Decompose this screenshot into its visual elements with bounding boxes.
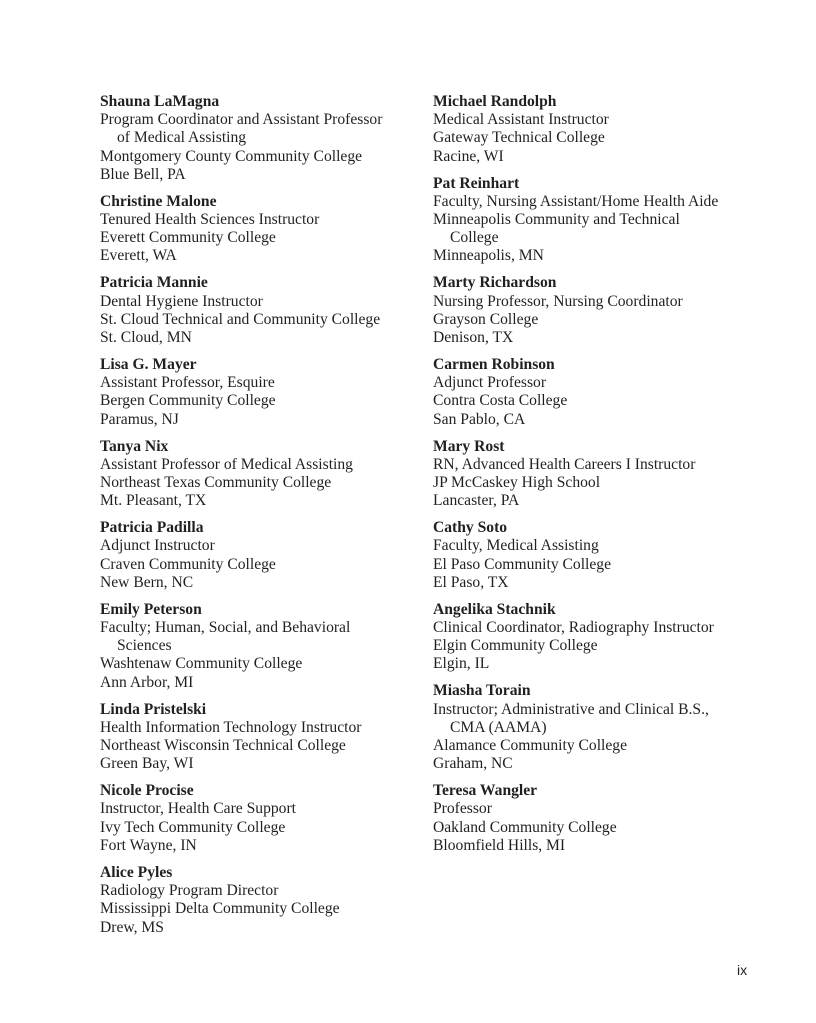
contributor-title: Assistant Professor of Medical Assisting (100, 455, 353, 473)
contributor-location: Blue Bell, PA (100, 165, 186, 183)
contributor-institution: Oakland Community College (433, 818, 617, 836)
contributor-institution: Contra Costa College (433, 392, 568, 410)
contributor-institution: Mississippi Delta Community College (100, 900, 340, 918)
contributor-title: Faculty; Human, Social, and Behavioral (100, 619, 351, 637)
contributor-name: Emily Peterson (100, 600, 202, 618)
contributor-institution: Minneapolis Community and Technical (433, 211, 680, 229)
contributor-name: Patricia Padilla (100, 519, 204, 537)
contributor-title: Faculty, Medical Assisting (433, 537, 599, 555)
contributor-location: El Paso, TX (433, 573, 509, 591)
contributor-location: New Bern, NC (100, 573, 194, 591)
contributor-institution: Washtenaw Community College (100, 655, 303, 673)
contributor-entry (433, 175, 763, 266)
contributor-entry (433, 601, 763, 674)
contributor-name: Shauna LaMagna (100, 93, 220, 110)
contributor-title: Assistant Professor, Esquire (100, 374, 275, 392)
contributor-entry (100, 356, 430, 429)
contributor-title: Professor (433, 800, 492, 818)
contributor-location: San Pablo, CA (433, 410, 526, 428)
contributor-name: Angelika Stachnik (433, 600, 556, 618)
contributor-title: Faculty, Nursing Assistant/Home Health Aide (433, 192, 719, 210)
contributor-name: Alice Pyles (100, 863, 173, 881)
contributor-entry (100, 93, 430, 184)
contributor-location: Racine, WI (433, 147, 504, 165)
contributor-name: Miasha Torain (433, 682, 531, 700)
contributor-location: Graham, NC (433, 755, 513, 773)
contributor-location: Mt. Pleasant, TX (100, 492, 207, 510)
contributor-name: Christine Malone (100, 192, 217, 210)
contributor-institution: Montgomery County Community College (100, 147, 363, 165)
contributor-name: Linda Pristelski (100, 700, 207, 718)
contributor-entry (100, 193, 430, 266)
contributor-name: Nicole Procise (100, 782, 194, 800)
contributor-institution: JP McCaskey High School (433, 474, 601, 492)
contributor-name: Patricia Mannie (100, 274, 208, 292)
contributor-title: CMA (AAMA) (450, 718, 547, 736)
contributor-title: Radiology Program Director (100, 882, 279, 900)
contributor-institution: Gateway Technical College (433, 129, 605, 147)
contributor-entry (433, 274, 763, 347)
contributor-location: Everett, WA (100, 247, 177, 265)
contributor-location: Bloomfield Hills, MI (433, 836, 566, 854)
contributor-title: RN, Advanced Health Careers I Instructor (433, 455, 696, 473)
contributor-title: Instructor, Health Care Support (100, 800, 296, 818)
contributor-title: Program Coordinator and Assistant Professor (100, 111, 383, 129)
contributor-location: St. Cloud, MN (100, 329, 192, 347)
contributor-institution: Bergen Community College (100, 392, 276, 410)
contributor-name: Carmen Robinson (433, 356, 555, 374)
contributor-title: Nursing Professor, Nursing Coordinator (433, 292, 683, 310)
contributor-institution: Craven Community College (100, 555, 276, 573)
contributor-entry (433, 682, 763, 773)
contributor-title: Tenured Health Sciences Instructor (100, 211, 320, 229)
contributor-title: Health Information Technology Instructor (100, 718, 362, 736)
contributor-name: Marty Richardson (433, 274, 557, 292)
contributor-entry (100, 782, 430, 855)
contributor-entry (433, 782, 763, 855)
contributor-location: Fort Wayne, IN (100, 836, 197, 854)
contributor-location: Elgin, IL (433, 655, 490, 673)
contributor-name: Michael Randolph (433, 93, 557, 110)
contributor-title: Medical Assistant Instructor (433, 111, 609, 129)
contributor-location: Ann Arbor, MI (100, 673, 194, 691)
contributor-title: Adjunct Professor (433, 374, 547, 392)
contributor-title: Sciences (117, 637, 172, 655)
contributor-location: Green Bay, WI (100, 755, 194, 773)
contributor-institution: Ivy Tech Community College (100, 818, 286, 836)
contributor-name: Lisa G. Mayer (100, 356, 197, 374)
contributor-institution: Everett Community College (100, 229, 276, 247)
contributor-institution: St. Cloud Technical and Community College (100, 310, 381, 328)
contributor-name: Pat Reinhart (433, 174, 520, 192)
contributor-title: Clinical Coordinator, Radiography Instructor (433, 619, 714, 637)
contributor-entry (100, 519, 430, 592)
contributor-entry (433, 93, 763, 166)
contributor-location: Denison, TX (433, 329, 514, 347)
contributor-institution: Northeast Texas Community College (100, 474, 332, 492)
contributor-name: Mary Rost (433, 437, 505, 455)
contributor-entry (100, 274, 430, 347)
contributor-entry (100, 864, 430, 937)
contributor-location: Paramus, NJ (100, 410, 179, 428)
contributor-institution: Elgin Community College (433, 637, 598, 655)
contributor-institution: College (450, 229, 499, 247)
contributor-title: Dental Hygiene Instructor (100, 292, 263, 310)
contributor-entry (100, 438, 430, 511)
contributor-institution: El Paso Community College (433, 555, 612, 573)
contributor-entry (433, 356, 763, 429)
contributor-entry (433, 438, 763, 511)
contributor-institution: Northeast Wisconsin Technical College (100, 737, 346, 755)
contributor-institution: Alamance Community College (433, 737, 628, 755)
contributor-location: Minneapolis, MN (433, 247, 544, 265)
left-column (100, 93, 430, 946)
contributor-location: Drew, MS (100, 918, 164, 936)
contributor-entry (100, 601, 430, 692)
contributor-name: Cathy Soto (433, 519, 508, 537)
contributor-name: Tanya Nix (100, 437, 169, 455)
contributor-name: Teresa Wangler (433, 782, 538, 800)
page-number: ix (737, 962, 748, 978)
contributor-title: of Medical Assisting (117, 129, 247, 147)
contributor-institution: Grayson College (433, 310, 539, 328)
right-column (433, 93, 763, 864)
contributor-location: Lancaster, PA (433, 492, 520, 510)
contributor-entry (100, 701, 430, 774)
contributor-title: Adjunct Instructor (100, 537, 215, 555)
contributor-entry (433, 519, 763, 592)
contributor-title: Instructor; Administrative and Clinical B.S., (433, 700, 709, 718)
